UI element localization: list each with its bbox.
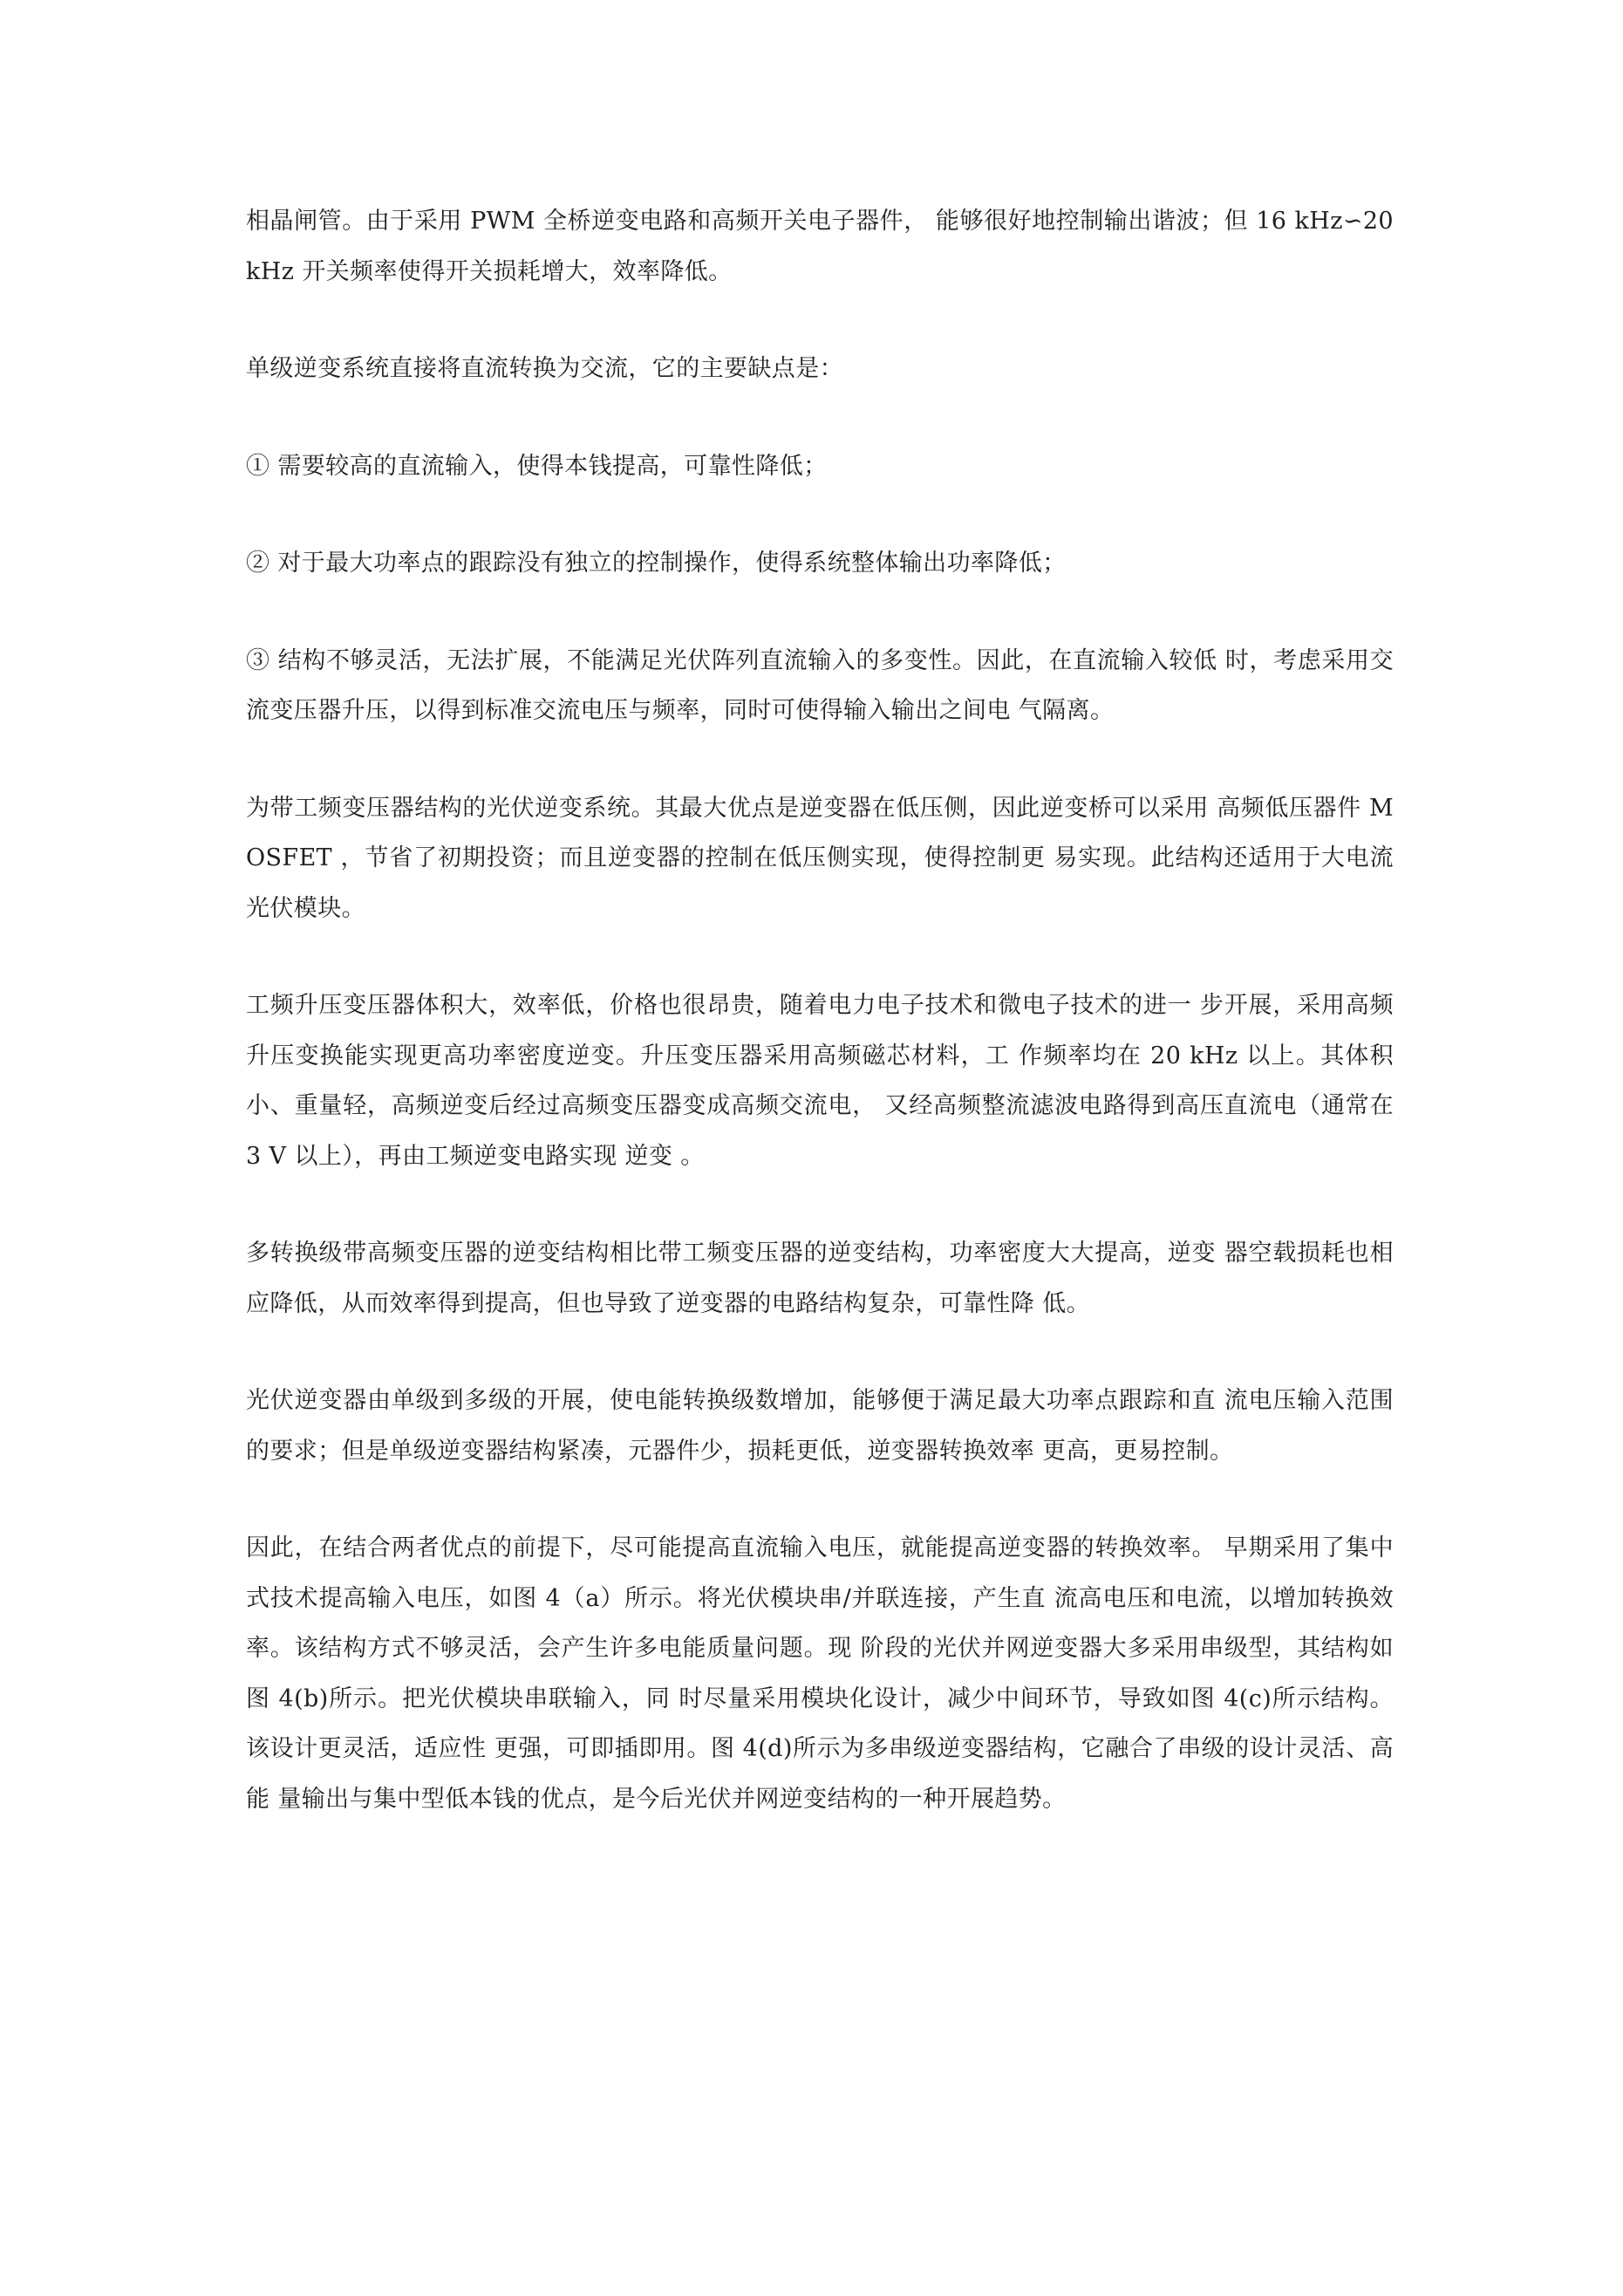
- paragraph-drawback-2: ② 对于最大功率点的跟踪没有独立的控制操作，使得系统整体输出功率降低；: [246, 550, 1067, 577]
- paragraph-pwm-inverter: 相晶闸管。由于采用 PWM 全桥逆变电路和高频开关电子器件， 能够很好地控制输出谐波；但 16 kHz∽20 kHz 开关频率使得开关损耗增大，效率降低。: [246, 208, 1394, 285]
- paragraph-line-frequency-transformer: 为带工频变压器结构的光伏逆变系统。其最大优点是逆变器在低压侧，因此逆变桥可以采用 高频低压器件 MOSFET ，节省了初期投资；而且逆变器的控制在低压侧实现，使得控制更 易实现。此结构还适用于大电流光伏模块。: [246, 794, 1394, 922]
- paragraph-drawback-3: ③ 结构不够灵活，无法扩展，不能满足光伏阵列直流输入的多变性。因此，在直流输入较低 时，考虑采用交流变压器升压，以得到标准交流电压与频率，同时可使得输入输出之间电 气隔离。: [246, 646, 1394, 724]
- paragraph-single-vs-multi: 光伏逆变器由单级到多级的开展，使电能转换级数增加，能够便于满足最大功率点跟踪和直 流电压输入范围的要求；但是单级逆变器结构紧凑，元器件少，损耗更低，逆变器转换效率 更高，更易控制。: [246, 1387, 1394, 1465]
- document-body: [246, 196, 1394, 1824]
- paragraph-high-frequency-boost: 工频升压变压器体积大，效率低，价格也很昂贵，随着电力电子技术和微电子技术的进一 步开展，采用高频升压变换能实现更高功率密度逆变。升压变压器采用高频磁芯材料，工 作频率均在 20 kHz 以上。其体积小、重量轻，高频逆变后经过高频变压器变成高频交流电， 又经高频整流滤波电路得到高压直流电（通常在 3 V 以上），再由工频逆变电路实现 逆变 。: [246, 992, 1394, 1170]
- paragraph-multi-stage-comparison: 多转换级带高频变压器的逆变结构相比带工频变压器的逆变结构，功率密度大大提高，逆变 器空载损耗也相应降低，从而效率得到提高，但也导致了逆变器的电路结构复杂，可靠性降 低。: [246, 1240, 1394, 1317]
- paragraph-drawback-1: ① 需要较高的直流输入，使得本钱提高，可靠性降低；: [246, 452, 828, 480]
- paragraph-topology-trends: 因此，在结合两者优点的前提下，尽可能提高直流输入电压，就能提高逆变器的转换效率。 早期采用了集中式技术提高输入电压，如图 4（a）所示。将光伏模块串/并联连接，产生直 流高电压和电流，以增加转换效率。该结构方式不够灵活，会产生许多电能质量问题。现 阶段的光伏并网逆变器大多采用串级型，其结构如图 4(b)所示。把光伏模块串联输入，同 时尽量采用模块化设计，减少中间环节，导致如图 4(c)所示结构。该设计更灵活，适应性 更强，可即插即用。图 4(d)所示为多串级逆变器结构，它融合了串级的设计灵活、高能 量输出与集中型低本钱的优点，是今后光伏并网逆变结构的一种开展趋势。: [246, 1534, 1394, 1813]
- paragraph-single-stage-intro: 单级逆变系统直接将直流转换为交流，它的主要缺点是：: [246, 355, 843, 382]
